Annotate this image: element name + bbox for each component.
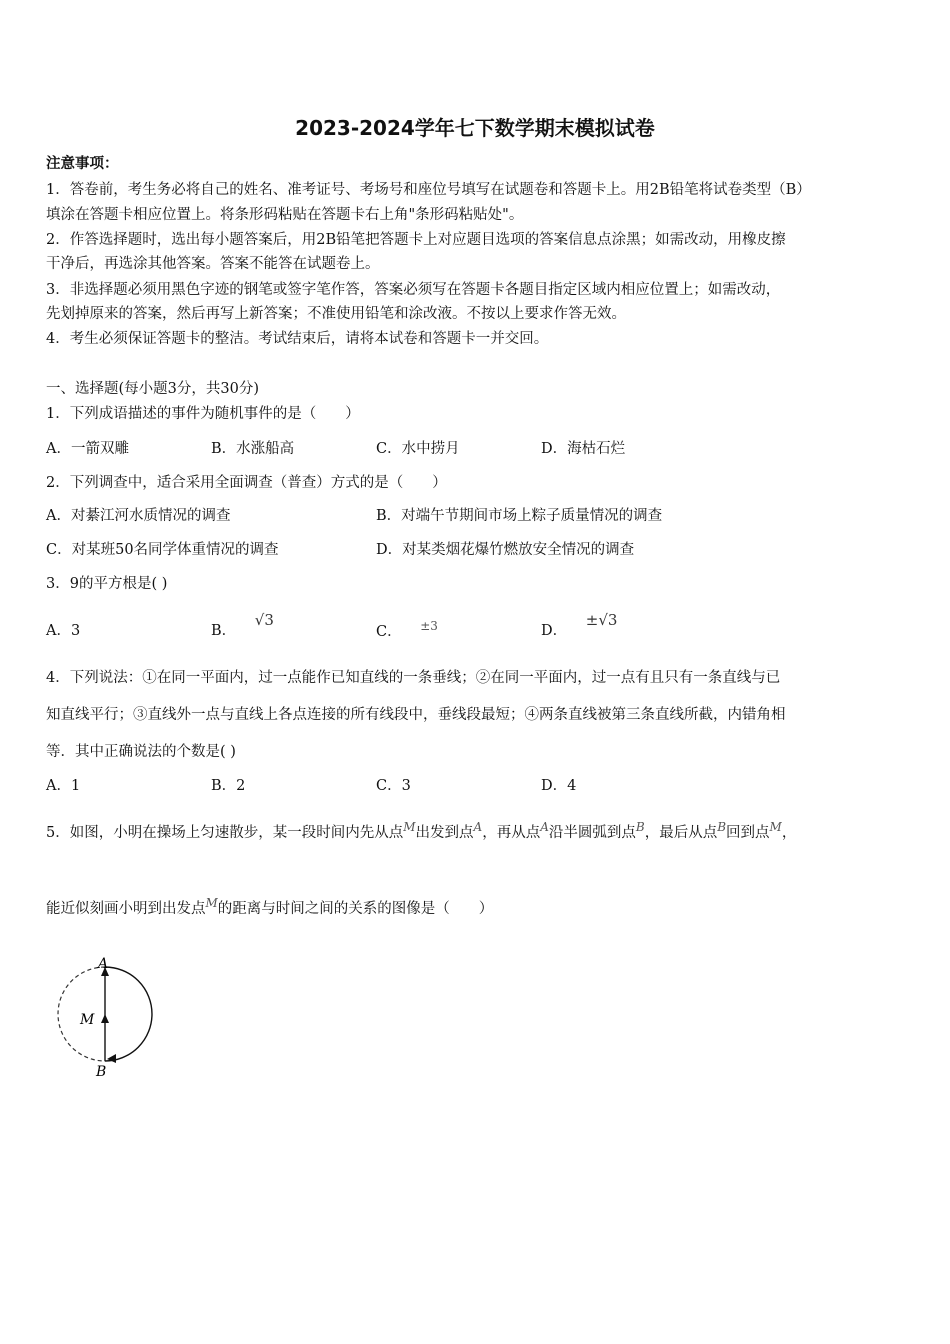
q1-option-b: B．水涨船高 [211,441,295,457]
q3-option-b [211,611,274,640]
notice-line: 先划掉原来的答案，然后再写上新答案；不准使用铅笔和涂改液。不按以上要求作答无效。 [46,306,626,322]
q5-math-a: A [473,820,483,834]
figure-label-m: M [80,1012,95,1028]
q3-option-d [541,611,618,640]
q5-math-b: B [635,820,645,834]
notice-line: 4．考生必须保证答题卡的整洁。考试结束后，请将本试卷和答题卡一并交回。 [46,331,549,347]
notice-heading: 注意事项： [46,155,119,172]
question-4-line: 知直线平行；③直线外一点与直线上各点连接的所有线段中，垂线段最短；④两条直线被第三条直线所截，内错角相 [46,707,786,723]
figure-label-a: A [98,956,109,972]
q1-option-d: D．海枯石烂 [541,441,626,457]
notice-line: 1．答卷前，考生务必将自己的姓名、准考证号、考场号和座位号填写在试题卷和答题卡上。用2B铅笔将试卷类型（B） [46,182,811,198]
q5-text: ，再从点 [482,824,541,841]
notice-line: 3．非选择题必须用黑色字迹的钢笔或签字笔作答，答案必须写在答题卡各题目指定区域内相应位置上；如需改动， [46,282,781,298]
q1-option-a: A．一箭双雕 [46,441,129,457]
q5-text: ， [781,824,797,841]
q3-option-d-label: D． [541,623,568,639]
q2-option-c: C．对某班50名同学体重情况的调查 [46,542,279,558]
q4-option-c: C．3 [376,778,411,794]
notice-line: 干净后，再选涂其他答案。答案不能答在试题卷上。 [46,256,380,272]
question-4-line: 4．下列说法：①在同一平面内，过一点能作已知直线的一条垂线；②在同一平面内，过一点有且只有一条直线与已 [46,670,781,686]
q5-text: 回到点 [726,824,770,841]
figure-label-b: B [96,1064,107,1080]
q5-text: 沿半圆弧到点 [548,824,636,841]
q1-option-c: C．水中捞月 [376,441,460,457]
question-5-line [46,896,493,918]
q2-option-a: A．对綦江河水质情况的调查 [46,508,231,524]
q5-math-m: M [403,820,416,834]
q5-text: 能近似刻画小明到出发点 [46,900,206,917]
page-title: 2023-2024学年七下数学期末模拟试卷 [295,116,655,140]
q3-option-b-value: √3 [254,611,274,629]
notice-line: 2．作答选择题时，选出每小题答案后，用2B铅笔把答题卡上对应题目选项的答案信息点涂黑；如需改动，用橡皮擦 [46,232,786,248]
question-5-line [46,820,796,842]
q5-math-b: B [717,820,727,834]
q3-option-c-value: ±3 [420,619,438,633]
question-3-stem: 3．9的平方根是( ) [46,576,168,592]
q2-option-b: B．对端午节期间市场上粽子质量情况的调查 [376,508,663,524]
q4-option-d: D．4 [541,778,577,794]
q5-math-a: A [540,820,549,834]
notice-line: 填涂在答题卡相应位置上。将条形码粘贴在答题卡右上角"条形码粘贴处"。 [46,207,524,223]
figure-arrow-mid-icon [101,1014,109,1023]
q3-option-a: A．3 [46,623,81,639]
question-1-stem: 1．下列成语描述的事件为随机事件的是（ ） [46,406,360,422]
q5-text: ，最后从点 [644,824,718,841]
figure-solid-arc [105,967,152,1061]
q3-option-b-label: B． [211,623,237,639]
figure-arrow-bottom-icon [107,1054,116,1063]
question-2-stem: 2．下列调查中，适合采用全面调查（普查）方式的是（ ） [46,475,447,491]
q5-math-m: M [769,820,782,834]
q5-figure [50,952,160,1082]
q5-text: 出发到点 [415,824,474,841]
q5-math-m: M [205,896,218,910]
q4-option-b: B．2 [211,778,246,794]
q2-option-d: D．对某类烟花爆竹燃放安全情况的调查 [376,542,635,558]
q5-text: 5．如图，小明在操场上匀速散步，某一段时间内先从点 [46,824,404,841]
q4-option-a: A．1 [46,778,81,794]
section-heading: 一、选择题(每小题3分，共30分) [46,381,259,397]
q5-text: 的距离与时间之间的关系的图像是（ ） [217,900,494,917]
q3-option-c-label: C． [376,623,402,640]
question-4-line: 等．其中正确说法的个数是( ) [46,744,236,760]
q3-option-c [376,619,438,641]
q3-option-d-value: ±√3 [585,611,618,629]
